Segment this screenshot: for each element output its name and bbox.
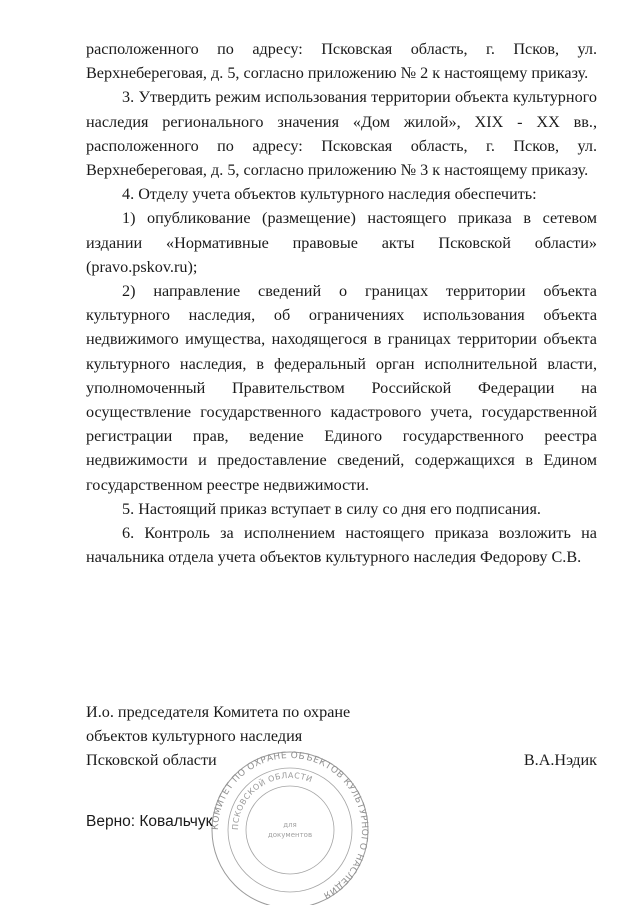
official-seal <box>200 750 380 905</box>
signer-position-line-2: объектов культурного наследия <box>86 727 303 745</box>
svg-text:для: для <box>283 821 297 829</box>
signer-name: В.А.Нэдик <box>523 751 597 769</box>
paragraph-item-4-2: 2) направление сведений о границах территории объекта культурного наследия, об ограничениях использования объекта недвижимого имущества, находящегося в границах территории объекта культурного наследия, в федеральный орган исполнительной власти, уполномоченный Правительством Российской Федерации на осуществление государственного кадастрового учета, государственной регистрации прав, ведение Единого государственного реестра недвижимости и предоставление сведений, содержащихся в Едином государственном реестре недвижимости. <box>86 282 597 494</box>
signer-position-line-3: Псковской области <box>86 751 217 769</box>
svg-text:ПСКОВСКОЙ ОБЛАСТИ: ПСКОВСКОЙ ОБЛАСТИ <box>230 770 314 831</box>
svg-text:КОМИТЕТ ПО ОХРАНЕ ОБЪЕКТОВ КУЛ: КОМИТЕТ ПО ОХРАНЕ ОБЪЕКТОВ КУЛЬТУРНОГО НАСЛЕДИЯ <box>210 750 370 901</box>
signer-position-line-1: И.о. председателя Комитета по охране <box>86 703 351 721</box>
paragraph-address-cont: расположенного по адресу: Псковская область, г. Псков, ул. Верхнебереговая, д. 5, согласно приложению № 2 к настоящему приказу. <box>86 40 597 83</box>
paragraph-item-5: 5. Настоящий приказ вступает в силу со дня его подписания. <box>122 499 541 518</box>
paragraph-item-6: 6. Контроль за исполнением настоящего приказа возложить на начальника отдела учета объектов культурного наследия Федорову С.В. <box>86 524 597 567</box>
paragraph-item-4: 4. Отделу учета объектов культурного наследия обеспечить: <box>122 185 537 204</box>
copy-certified-note: Верно: Ковальчук <box>86 813 213 830</box>
paragraph-item-4-1: 1) опубликование (размещение) настоящего приказа в сетевом издании «Нормативные правовые акты Псковской области» (pravo.pskov.ru); <box>86 209 597 276</box>
paragraph-item-3: 3. Утвердить режим использования территории объекта культурного наследия регионального значения «Дом жилой», XIX - XX вв., расположенного по адресу: Псковская область, г. Псков, ул. Верхнебереговая, д. 5, согласно приложению № 3 к настоящему приказу. <box>86 88 597 180</box>
order-body <box>86 37 597 569</box>
svg-text:документов: документов <box>267 831 313 839</box>
